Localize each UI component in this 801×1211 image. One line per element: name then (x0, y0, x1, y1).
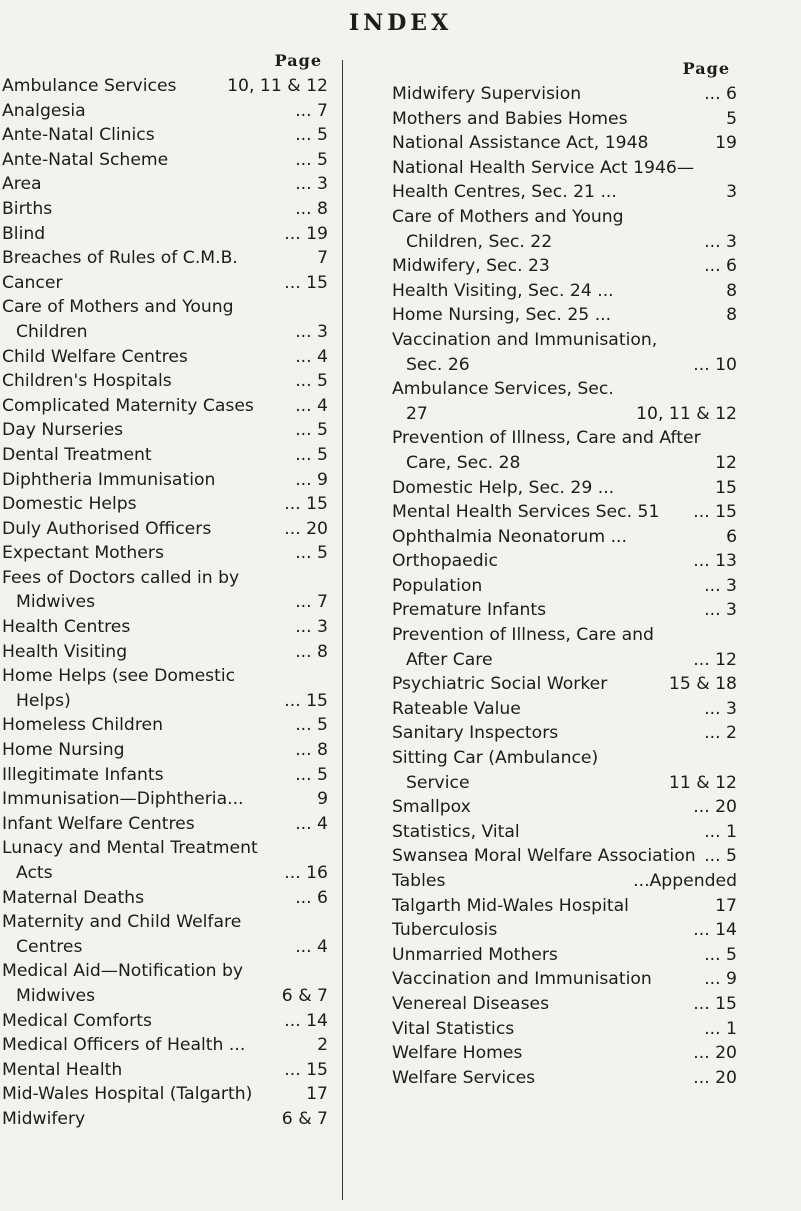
index-entry-label: Welfare Homes (392, 1043, 523, 1064)
index-entry (392, 82, 737, 107)
index-entry-page: 17 (306, 1084, 328, 1105)
index-entry-label: Talgarth Mid-Wales Hospital (392, 895, 629, 916)
index-entry (392, 894, 737, 919)
index-entry (392, 549, 737, 574)
index-entry-page: ... 15 (284, 1059, 328, 1080)
index-entry-label: National Assistance Act, 1948 (392, 133, 649, 154)
index-entry-page: ... 5 (295, 371, 328, 392)
index-entry (392, 943, 737, 968)
index-entry (392, 156, 737, 181)
index-entry-label: Midwifery Supervision (392, 84, 582, 104)
index-entry-page: 12 (715, 452, 737, 473)
index-entry-label: Fees of Doctors called in by Midwives (2, 567, 240, 613)
index-entry-label: Domestic Helps (2, 494, 137, 515)
index-entry-label: Mental Health (2, 1059, 123, 1080)
index-entry-page: ... 3 (704, 600, 737, 621)
index-entry-label: Duly Authorised Officers (2, 518, 212, 539)
index-entry (2, 615, 328, 640)
index-entry-page: ... 13 (693, 551, 737, 572)
index-entry-page: ... 5 (295, 149, 328, 170)
index-entry-page: ... 9 (704, 969, 737, 990)
index-entry (392, 623, 737, 672)
index-entry-page: 6 & 7 (281, 985, 328, 1006)
index-entry (2, 394, 328, 419)
index-entry-label: Dental Treatment (2, 444, 152, 465)
index-entry-label: Day Nurseries (2, 420, 124, 441)
index-entry-label: Domestic Help, Sec. 29 ... (392, 477, 615, 498)
index-entry (392, 992, 737, 1017)
index-entry-page: ... 1 (704, 1018, 737, 1039)
index-entry-page: ... 3 (704, 231, 737, 252)
index-entry-page: ... 3 (704, 698, 737, 719)
index-entry-label: Health Visiting, Sec. 24 ... (392, 280, 614, 301)
index-entry-label: Maternity and Child Welfare Centres (2, 912, 242, 957)
index-entry (2, 99, 328, 124)
index-entry (2, 492, 328, 517)
index-entry-label: Ambulance Services, Sec. 27 (392, 379, 614, 424)
index-entry (2, 123, 328, 148)
index-entry-page: ... 15 (284, 690, 328, 711)
index-entry (2, 1033, 328, 1058)
index-entry-label: Care of Mothers and Young Children (2, 297, 234, 342)
index-entry-page: ... 10 (693, 354, 737, 375)
index-entry-page: ... 3 (295, 321, 328, 342)
index-entry-page: 5 (726, 108, 737, 129)
index-entry (2, 1058, 328, 1083)
index-entry-label: Area (2, 174, 42, 195)
index-entry (392, 279, 737, 304)
index-entry-page: ... 5 (295, 420, 328, 441)
index-entry-page: ... 8 (295, 641, 328, 662)
index-entry-label: Vaccination and Immunisation, Sec. 26 (392, 329, 658, 375)
index-entry-label: Ante-Natal Scheme (2, 149, 169, 170)
index-entry-label: Breaches of Rules of C.M.B. (2, 248, 238, 269)
page-column-heading: Page (274, 51, 322, 70)
index-entry-page: 3 (726, 182, 737, 203)
index-entry (392, 107, 737, 132)
index-entry-label: Midwifery (2, 1108, 86, 1129)
index-entry (392, 525, 737, 550)
index-entry-page: ... 7 (295, 100, 328, 121)
index-column-left (2, 48, 328, 1132)
index-entry (392, 303, 737, 328)
index-entry-label: Cancer (2, 272, 63, 293)
index-entry (2, 172, 328, 197)
index-entry-label: Illegitimate Infants (2, 764, 164, 785)
index-entry-label: Population (392, 575, 483, 596)
index-entry (2, 517, 328, 542)
index-entry (392, 180, 737, 205)
index-entry-label: Home Helps (see Domestic Helps) (2, 666, 236, 711)
index-entry-label: Care of Mothers and Young Children, Sec. 22 (392, 206, 624, 252)
index-entry-label: Home Nursing, Sec. 25 ... (392, 305, 612, 326)
index-entry-label: Mid-Wales Hospital (Talgarth) (2, 1084, 253, 1105)
index-entry-page: ... 4 (295, 936, 328, 957)
index-entry-page: ... 19 (284, 223, 328, 244)
index-entry (392, 844, 737, 869)
index-entry-label: Statistics, Vital (392, 821, 520, 842)
index-entry-label: Premature Infants (392, 600, 547, 621)
index-entry-label: National Health Service Act 1946— (392, 157, 695, 178)
index-entry (392, 918, 737, 943)
index-entry-page: ... 5 (295, 543, 328, 564)
index-entry-page: ... 7 (295, 592, 328, 613)
index-entry-page: 11 & 12 (668, 772, 737, 793)
index-entry-page: 6 & 7 (281, 1108, 328, 1129)
index-entry-label: Health Centres, Sec. 21 ... (392, 182, 617, 203)
index-entry-page: ... 1 (704, 821, 737, 842)
index-entry-label: Orthopaedic (392, 551, 498, 572)
index-entry-page: 19 (715, 133, 737, 154)
index-entry-page: ... 4 (295, 346, 328, 367)
index-entry-page: ... 3 (295, 617, 328, 638)
index-entry (2, 640, 328, 665)
column-divider (342, 60, 343, 1200)
index-entry (392, 967, 737, 992)
index-entry (2, 148, 328, 173)
index-entry-label: Mental Health Services Sec. 51 (392, 502, 660, 523)
index-entry-page: 15 & 18 (668, 674, 737, 695)
index-entry (2, 197, 328, 222)
index-entry-page: 7 (317, 248, 328, 269)
index-entry-page: ... 5 (295, 125, 328, 146)
index-entry-label: Ante-Natal Clinics (2, 125, 155, 146)
index-entry-page: 8 (726, 280, 737, 301)
index-entry (392, 820, 737, 845)
index-entry-label: Tuberculosis (392, 920, 498, 941)
index-entry-label: Vaccination and Immunisation (392, 969, 652, 990)
index-entry-page: ... 15 (693, 502, 737, 523)
page-title: INDEX (348, 10, 453, 36)
index-entry (392, 476, 737, 501)
index-entry-label: Medical Aid—Notification by Midwives (2, 961, 244, 1006)
index-entry-page: ... 4 (295, 813, 328, 834)
index-entry (2, 295, 328, 344)
index-entry-label: Children's Hospitals (2, 371, 172, 392)
index-entry (2, 468, 328, 493)
index-entry-page: ... 5 (295, 764, 328, 785)
index-entry-page: ... 6 (704, 256, 737, 277)
index-list-left (2, 74, 328, 1132)
index-entry-label: Vital Statistics (392, 1018, 515, 1039)
index-entry-label: Swansea Moral Welfare Association (392, 846, 696, 867)
index-entry (2, 566, 328, 615)
index-entry-label: Homeless Children (2, 715, 163, 736)
index-entry-page: ... 20 (693, 1067, 737, 1088)
index-entry (392, 500, 737, 525)
index-list-right (392, 82, 792, 1090)
index-entry-page: ... 14 (693, 920, 737, 941)
index-entry (392, 131, 737, 156)
index-entry-label: Venereal Diseases (392, 993, 550, 1014)
index-entry (2, 541, 328, 566)
index-entry-label: Mothers and Babies Homes (392, 108, 628, 129)
index-entry-page: ... 5 (704, 944, 737, 965)
index-entry-label: Prevention of Illness, Care and After Care, Sec. 28 (392, 428, 701, 473)
index-entry-page: ... 12 (693, 649, 737, 670)
index-entry-label: Expectant Mothers (2, 543, 164, 564)
index-entry-page: ... 4 (295, 395, 328, 416)
index-entry (2, 418, 328, 443)
index-entry-page: ... 15 (693, 993, 737, 1014)
index-entry-label: Sitting Car (Ambulance) Service (392, 748, 599, 793)
index-entry-label: Midwifery, Sec. 23 (392, 256, 550, 277)
index-entry-page: ... 8 (295, 740, 328, 761)
index-entry-label: Blind (2, 223, 46, 244)
index-entry-page: ... 8 (295, 198, 328, 219)
index-entry-page: ... 15 (284, 272, 328, 293)
index-entry (2, 787, 328, 812)
index-entry-page: ... 5 (295, 444, 328, 465)
index-entry-label: Ophthalmia Neonatorum ... (392, 526, 627, 547)
index-entry (392, 721, 737, 746)
index-entry (2, 1107, 328, 1132)
index-entry-page: ... 20 (284, 518, 328, 539)
index-entry (2, 886, 328, 911)
index-entry (2, 222, 328, 247)
index-entry-page: ... 5 (295, 715, 328, 736)
index-entry (2, 664, 328, 713)
index-entry (392, 598, 737, 623)
index-entry (392, 1066, 737, 1091)
index-entry (2, 910, 328, 959)
index-entry (2, 1082, 328, 1107)
index-entry-page: 9 (317, 789, 328, 810)
index-entry-page: ... 15 (284, 494, 328, 515)
index-entry (392, 426, 737, 475)
index-entry-page: 17 (715, 895, 737, 916)
index-entry-label: Lunacy and Mental Treatment Acts (2, 838, 258, 883)
index-entry-label: Analgesia (2, 100, 86, 121)
index-entry (2, 271, 328, 296)
index-entry-label: Births (2, 198, 53, 219)
index-entry (392, 1017, 737, 1042)
index-entry-label: Welfare Services (392, 1067, 536, 1088)
index-entry-page: 6 (726, 526, 737, 547)
index-entry-page: ... 2 (704, 723, 737, 744)
index-entry-page: ... 20 (693, 1043, 737, 1064)
index-entry (392, 254, 737, 279)
index-entry-label: Prevention of Illness, Care and After Care (392, 625, 654, 670)
index-entry-label: Health Centres (2, 617, 131, 638)
index-entry-label: Home Nursing (2, 740, 125, 761)
index-entry (2, 369, 328, 394)
index-entry-page: 2 (317, 1035, 328, 1056)
index-entry-label: Unmarried Mothers (392, 944, 558, 965)
index-entry (392, 795, 737, 820)
index-entry-page: 10, 11 & 12 (636, 403, 737, 424)
index-entry (2, 959, 328, 1008)
index-entry (2, 713, 328, 738)
index-entry-label: Rateable Value (392, 698, 521, 719)
index-entry-label: Maternal Deaths (2, 887, 145, 908)
index-entry (392, 672, 737, 697)
index-entry-label: Infant Welfare Centres (2, 813, 195, 834)
index-entry-label: Psychiatric Social Worker (392, 674, 608, 695)
index-entry (2, 74, 328, 99)
index-entry (2, 345, 328, 370)
index-entry-label: Child Welfare Centres (2, 346, 188, 367)
index-entry-label: Medical Comforts (2, 1010, 152, 1031)
index-entry-page: 10, 11 & 12 (227, 76, 328, 96)
index-entry (2, 1009, 328, 1034)
index-entry-page: 15 (715, 477, 737, 498)
index-entry-page: ... 3 (295, 174, 328, 195)
index-entry-page: ... 6 (295, 887, 328, 908)
index-entry (2, 246, 328, 271)
index-entry-page: 8 (726, 305, 737, 326)
index-entry (2, 763, 328, 788)
index-entry-page: ... 5 (704, 846, 737, 867)
index-entry-page: ... 9 (295, 469, 328, 490)
index-entry (392, 746, 737, 795)
index-entry-label: Medical Officers of Health ... (2, 1035, 246, 1056)
index-entry (392, 328, 737, 377)
index-entry-label: Health Visiting (2, 641, 128, 662)
page-column-heading: Page (682, 59, 730, 78)
index-entry (2, 443, 328, 468)
index-entry (392, 697, 737, 722)
index-entry-label: Sanitary Inspectors (392, 723, 559, 744)
index-entry-page: ...Appended (633, 871, 737, 891)
index-entry-page: ... 6 (704, 84, 737, 104)
index-entry-label: Diphtheria Immunisation (2, 469, 216, 490)
index-entry (392, 1041, 737, 1066)
index-entry-page: ... 3 (704, 575, 737, 596)
index-entry-label: Tables (392, 871, 446, 891)
index-entry-label: Smallpox (392, 797, 471, 818)
index-entry (392, 869, 737, 894)
index-entry-label: Immunisation—Diphtheria... (2, 789, 244, 810)
index-entry (2, 812, 328, 837)
index-entry (392, 574, 737, 599)
index-entry-page: ... 16 (284, 863, 328, 883)
index-entry-page: ... 14 (284, 1010, 328, 1031)
index-entry (392, 205, 737, 254)
index-entry (2, 836, 328, 885)
index-entry (2, 738, 328, 763)
index-column-right (392, 56, 792, 1090)
index-entry (392, 377, 737, 426)
index-entry-label: Complicated Maternity Cases (2, 395, 254, 416)
index-entry-label: Ambulance Services (2, 76, 177, 96)
index-entry-page: ... 20 (693, 797, 737, 818)
